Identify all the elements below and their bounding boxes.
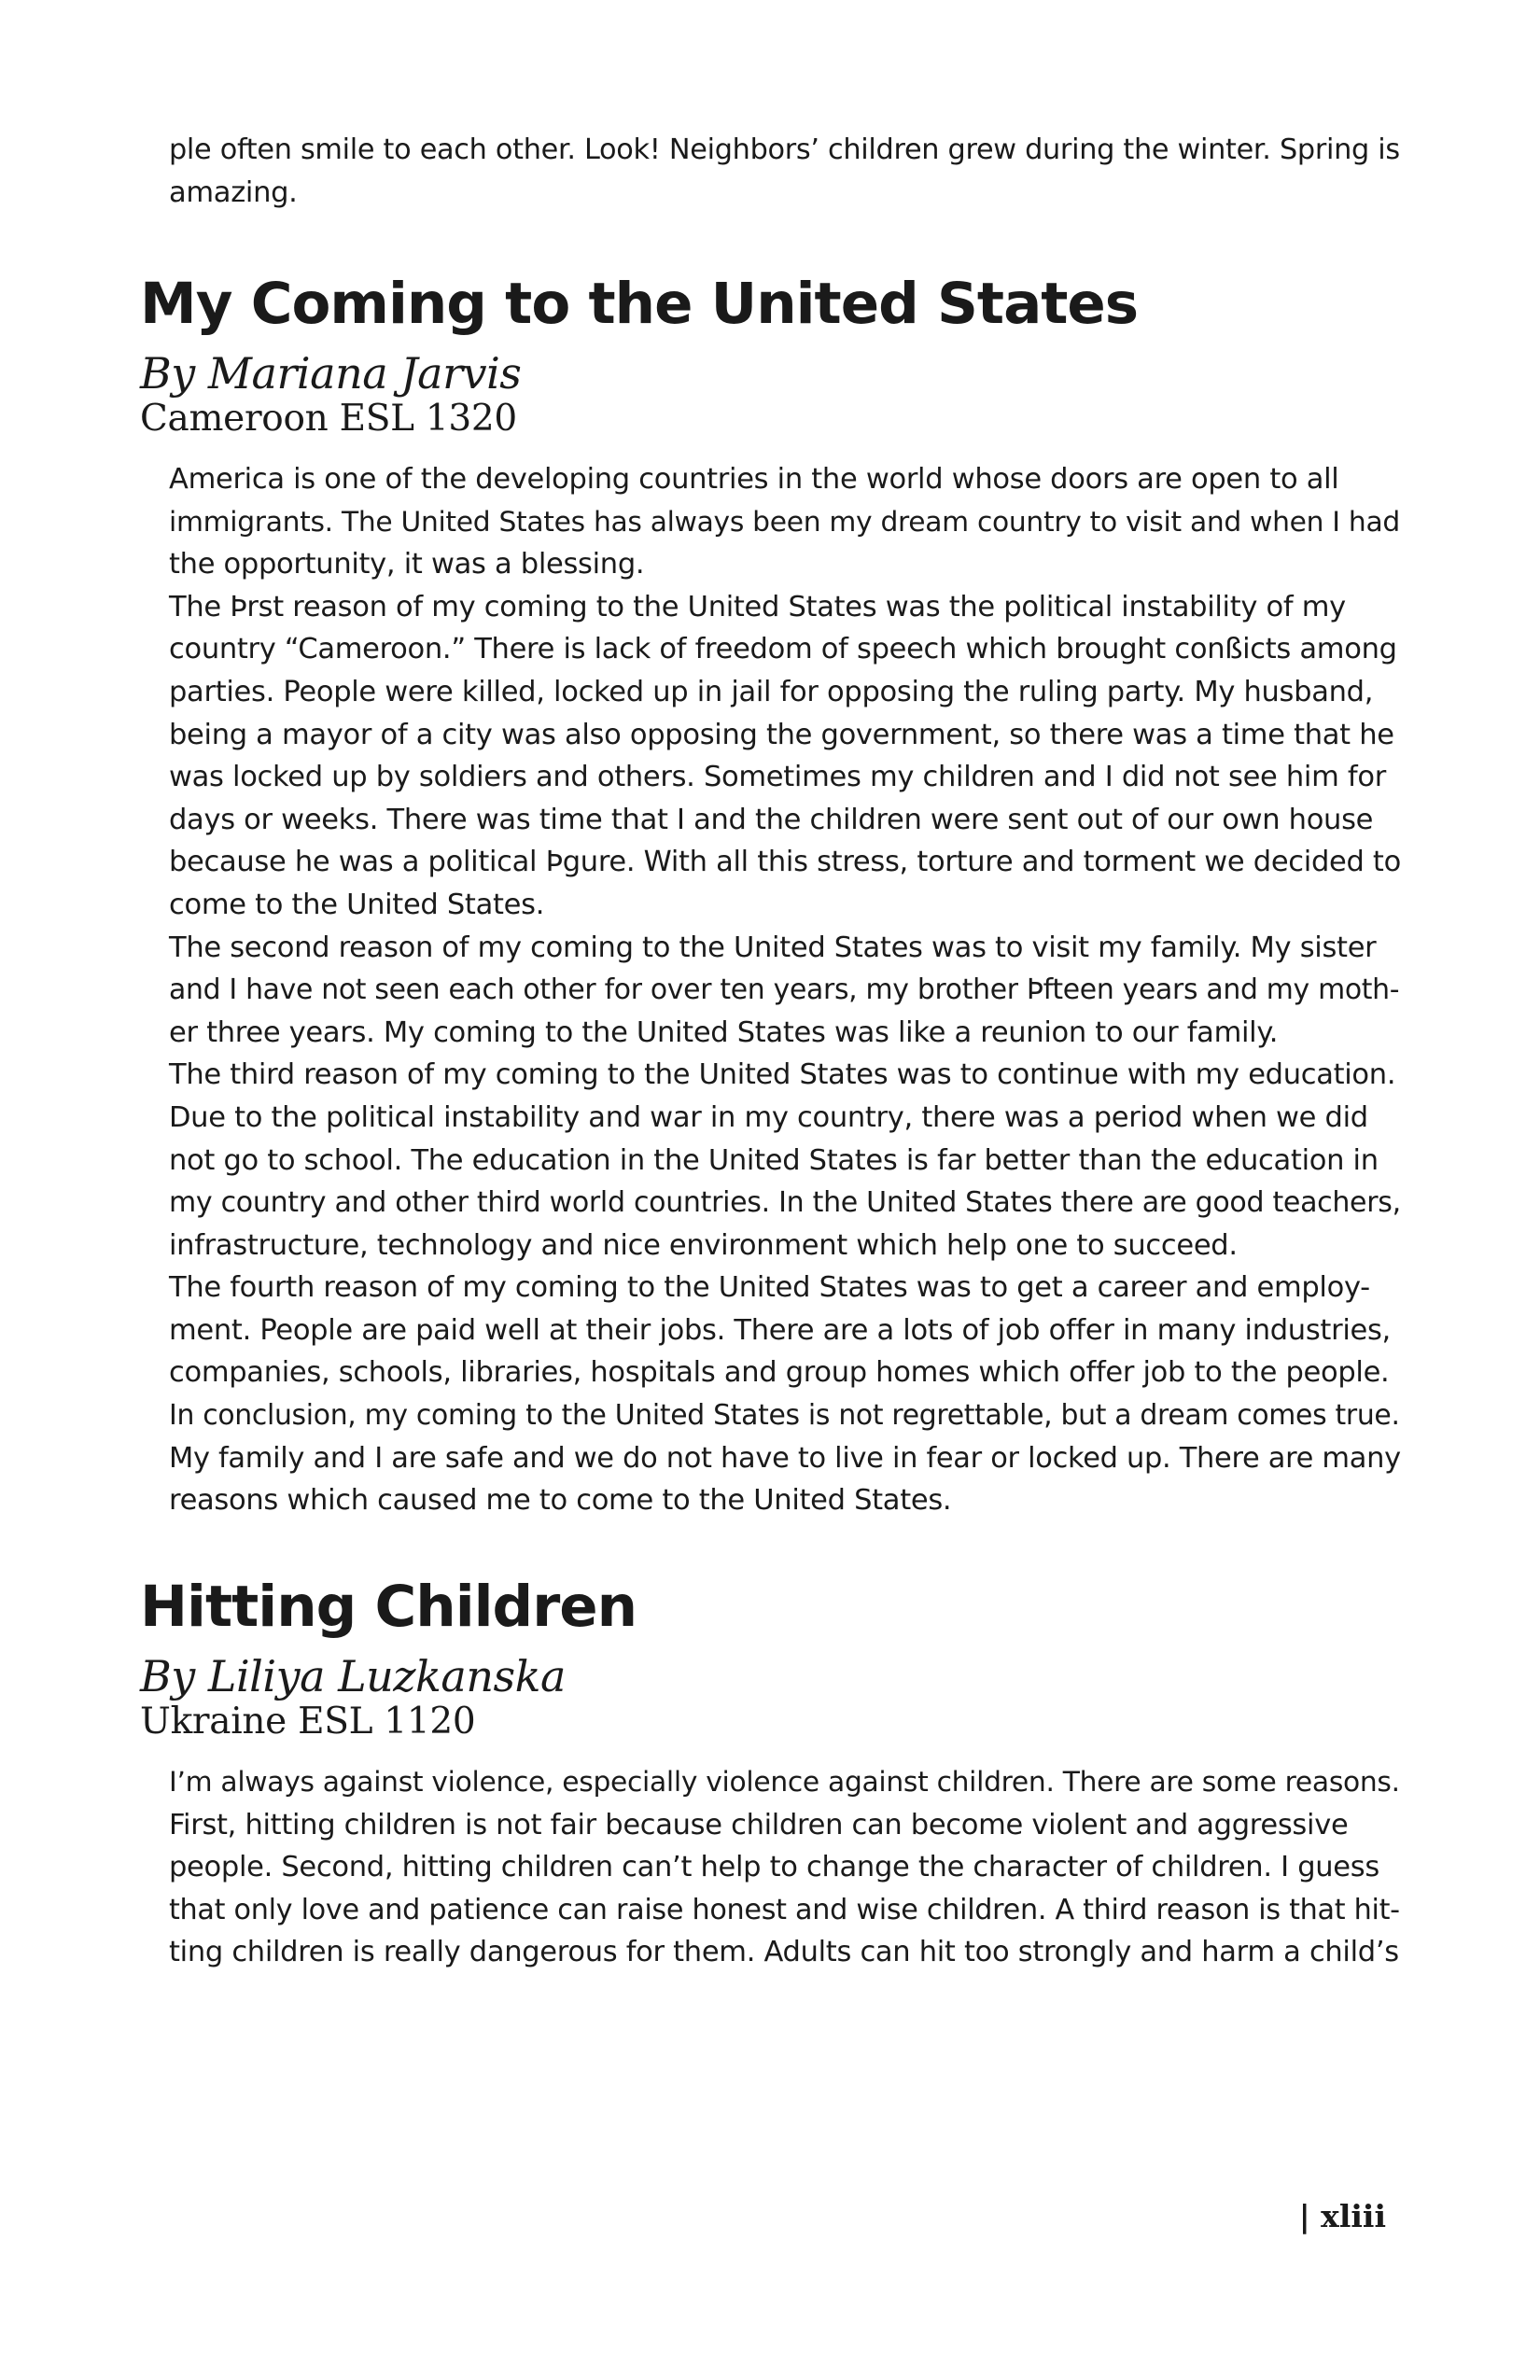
text-line: America is one of the developing countries in the world whose doors are open to all	[169, 463, 1339, 496]
text-line: come to the United States.	[169, 888, 545, 921]
essay-author: By Mariana Jarvis	[140, 348, 522, 399]
text-line: ment. People are paid well at their jobs. There are a lots of job offer in many industries,	[169, 1313, 1391, 1347]
text-line: not go to school. The education in the United States is far better than the education in	[169, 1143, 1379, 1177]
essay-title: My Coming to the United States	[140, 271, 1139, 337]
page-number: | xliii	[1298, 2198, 1386, 2234]
text-line: In conclusion, my coming to the United States is not regrettable, but a dream comes true.	[169, 1399, 1400, 1433]
text-line: ple often smile to each other. Look! Neighbors’ children grew during the winter. Spring is	[169, 133, 1400, 166]
text-line: parties. People were killed, locked up in jail for opposing the ruling party. My husband,	[169, 675, 1374, 708]
essay-author-origin: Cameroon ESL 1320	[140, 398, 517, 440]
text-line: days or weeks. There was time that I and the children were sent out of our own house	[169, 803, 1374, 836]
text-line: country “Cameroon.” There is lack of freedom of speech which brought conßicts among	[169, 633, 1397, 666]
text-line: infrastructure, technology and nice environment which help one to succeed.	[169, 1228, 1238, 1262]
essay-author: By Liliya Luzkanska	[140, 1651, 566, 1701]
text-line: people. Second, hitting children can’t help to change the character of children. I guess	[169, 1851, 1379, 1884]
text-line: The fourth reason of my coming to the United States was to get a career and employ-	[169, 1271, 1370, 1305]
text-line: The Þrst reason of my coming to the United States was the political instability of my	[169, 590, 1346, 623]
essay-body	[169, 1761, 1401, 1974]
text-line: the opportunity, it was a blessing.	[169, 548, 645, 581]
text-line: The second reason of my coming to the United States was to visit my family. My sister	[169, 931, 1377, 964]
text-line: my country and other third world countries. In the United States there are good teachers,	[169, 1186, 1401, 1220]
text-line: that only love and patience can raise honest and wise children. A third reason is that hit-	[169, 1893, 1400, 1926]
essay-body	[169, 458, 1401, 1522]
intro-paragraph	[169, 129, 1401, 214]
text-line: My family and I are safe and we do not have to live in fear or locked up. There are many	[169, 1441, 1401, 1475]
essay-title: Hitting Children	[140, 1574, 637, 1640]
text-line: Due to the political instability and war in my country, there was a period when we did	[169, 1100, 1368, 1134]
text-line: amazing.	[169, 175, 298, 209]
text-line: ting children is really dangerous for them. Adults can hit too strongly and harm a child’s	[169, 1936, 1399, 1969]
text-line: The third reason of my coming to the United States was to continue with my education.	[169, 1058, 1396, 1092]
text-line: I’m always against violence, especially violence against children. There are some reasons.	[169, 1766, 1400, 1799]
text-line: being a mayor of a city was also opposing the government, so there was a time that he	[169, 718, 1394, 751]
text-line: because he was a political Þgure. With all this stress, torture and torment we decided to	[169, 846, 1401, 879]
text-line: and I have not seen each other for over ten years, my brother Þfteen years and my moth-	[169, 973, 1400, 1007]
text-line: was locked up by soldiers and others. Sometimes my children and I did not see him for	[169, 761, 1386, 794]
text-line: reasons which caused me to come to the United States.	[169, 1484, 952, 1518]
text-line: er three years. My coming to the United States was like a reunion to our family.	[169, 1015, 1279, 1049]
essay-author-origin: Ukraine ESL 1120	[140, 1701, 476, 1743]
text-line: immigrants. The United States has always been my dream country to visit and when I had	[169, 505, 1400, 539]
text-line: companies, schools, libraries, hospitals and group homes which offer job to the people.	[169, 1356, 1390, 1390]
text-line: First, hitting children is not fair because children can become violent and aggressive	[169, 1808, 1349, 1841]
